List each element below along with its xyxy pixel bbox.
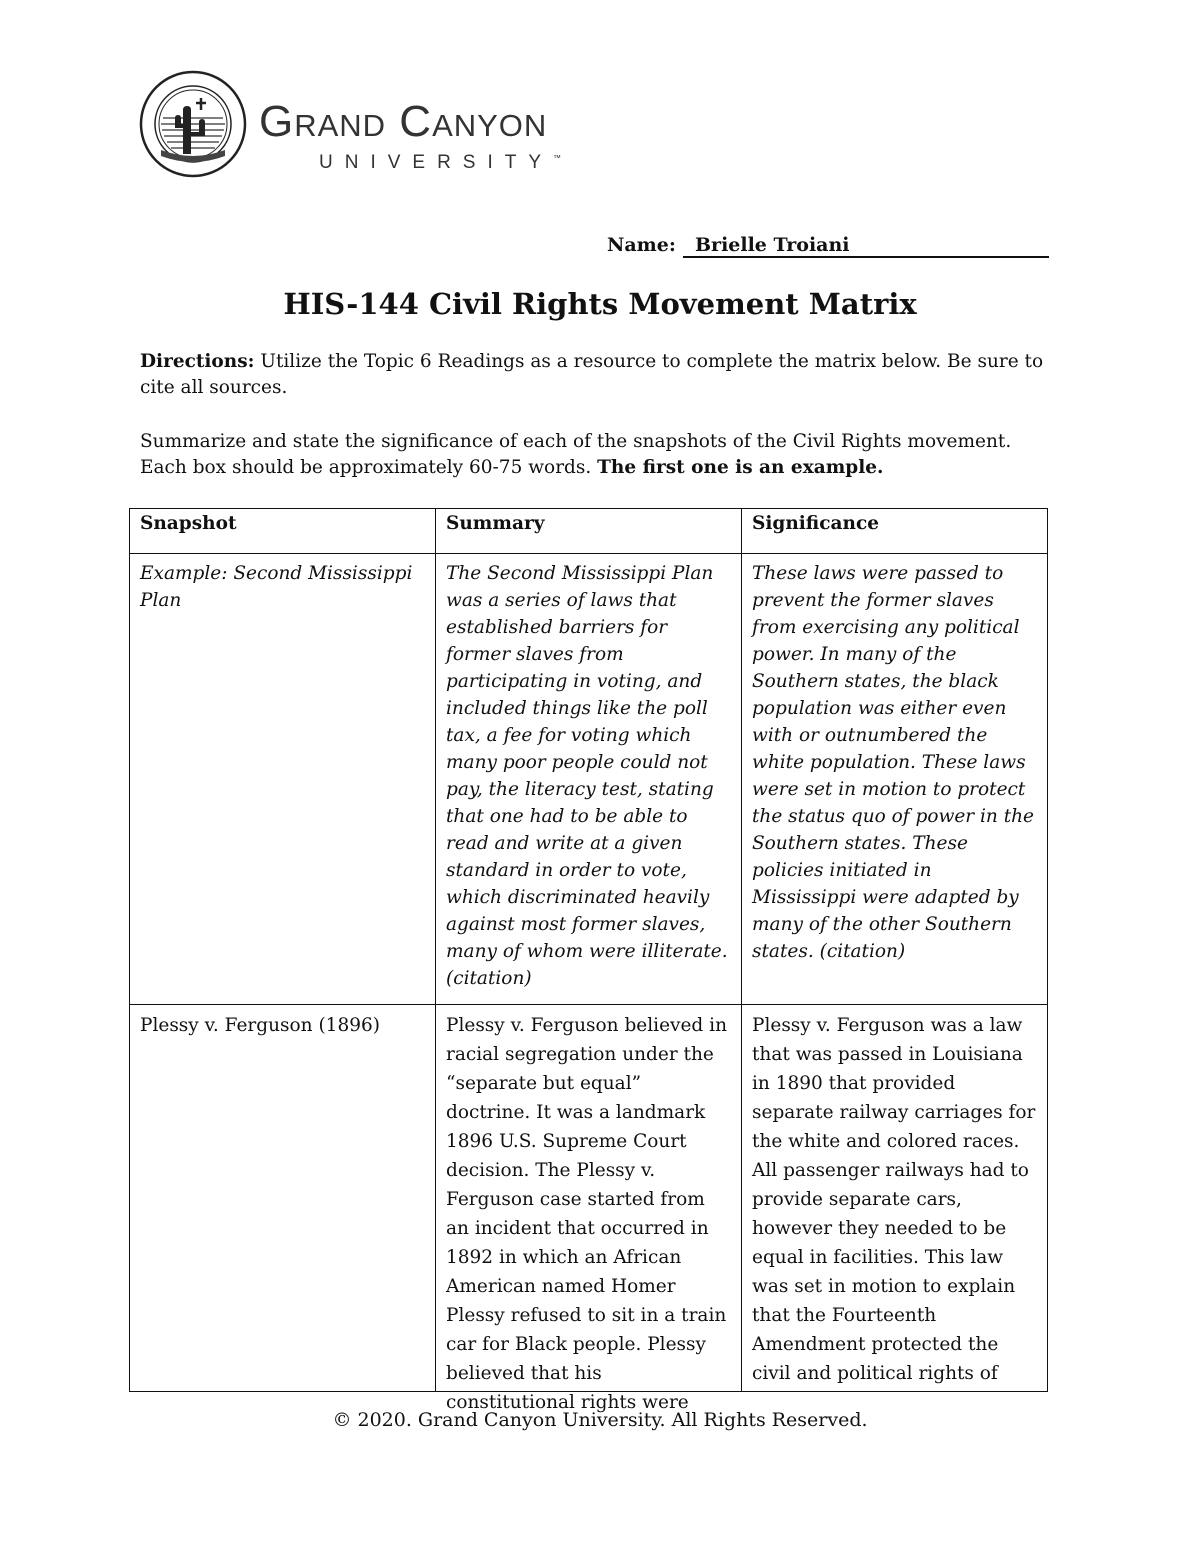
table-row [130,1005,1048,1392]
header-snapshot: Snapshot [130,509,436,554]
cell-text: Plessy v. Ferguson was a law that was passed in Louisiana in 1890 that provided separate railway carriages for the white and colored races. All passenger railways had to provide separate cars, however they needed to be equal in facilities. This law was set in motion to explain that the Fourteenth Amendment protected the civil and political rights of [752,1015,1036,1384]
wordmark-line1: Grand Canyon [259,97,548,146]
university-logo [139,70,619,180]
cell-significance[interactable] [742,1005,1048,1392]
cell-snapshot[interactable] [130,1005,436,1392]
directions-text: Utilize the Topic 6 Readings as a resource to complete the matrix below. Be sure to cite all sources. [140,351,1044,398]
header-significance: Significance [742,509,1048,554]
cell-snapshot[interactable]: Example: Second Mississippi Plan [130,554,436,1005]
cell-summary[interactable] [436,1005,742,1413]
table-header-row [130,509,1048,554]
wordmark-line2 [319,152,561,174]
directions-label: Directions: [140,351,255,372]
instructions-paragraph [140,429,1050,481]
instructions-text: Summarize and state the significance of each of the snapshots of the Civil Rights movement. Each box should be approximately 60-75 words. [140,431,1012,478]
matrix-table [129,508,1048,1413]
name-label: Name: [607,234,676,256]
page-title: HIS-144 Civil Rights Movement Matrix [283,287,917,321]
header-summary: Summary [436,509,742,554]
name-field[interactable]: Brielle Troiani [683,234,1049,258]
cell-text: Plessy v. Ferguson believed in racial segregation under the “separate but equal” doctrine. It was a landmark 1896 U.S. Supreme Court decision. The Plessy v. Ferguson case started from an incident that occurred in 1892 in which an African American named Homer Plessy refused to sit in a train car for Black people. Plessy believed that his constitutional rights were [446,1015,727,1413]
cell-text: Plessy v. Ferguson (1896) [140,1015,380,1036]
instructions-bold: The first one is an example. [597,457,884,478]
trademark-symbol: ™ [553,153,562,163]
cell-summary[interactable]: The Second Mississippi Plan was a series of laws that established barriers for former slaves from participating in voting, and included things like the poll tax, a fee for voting which many poor people could not pay, the literacy test, stating that one had to be able to read and write at a given standard in order to vote, which discriminated heavily against most former slaves, many of whom were illiterate. (citation) [436,554,742,1005]
wordmark [259,97,562,174]
copyright-footer: © 2020. Grand Canyon University. All Rights Reserved. [332,1409,868,1431]
directions-paragraph [140,349,1050,401]
table-row [130,554,1048,1005]
university-seal-icon [139,70,247,178]
wordmark-university: UNIVERSITY [319,152,554,173]
cell-significance[interactable]: These laws were passed to prevent the former slaves from exercising any political power. In many of the Southern states, the black population was either even with or outnumbered the white population. These laws were set in motion to protect the status quo of power in the Southern states. These policies initiated in Mississippi were adapted by many of the other Southern states. (citation) [742,554,1048,1005]
name-row [607,234,850,256]
